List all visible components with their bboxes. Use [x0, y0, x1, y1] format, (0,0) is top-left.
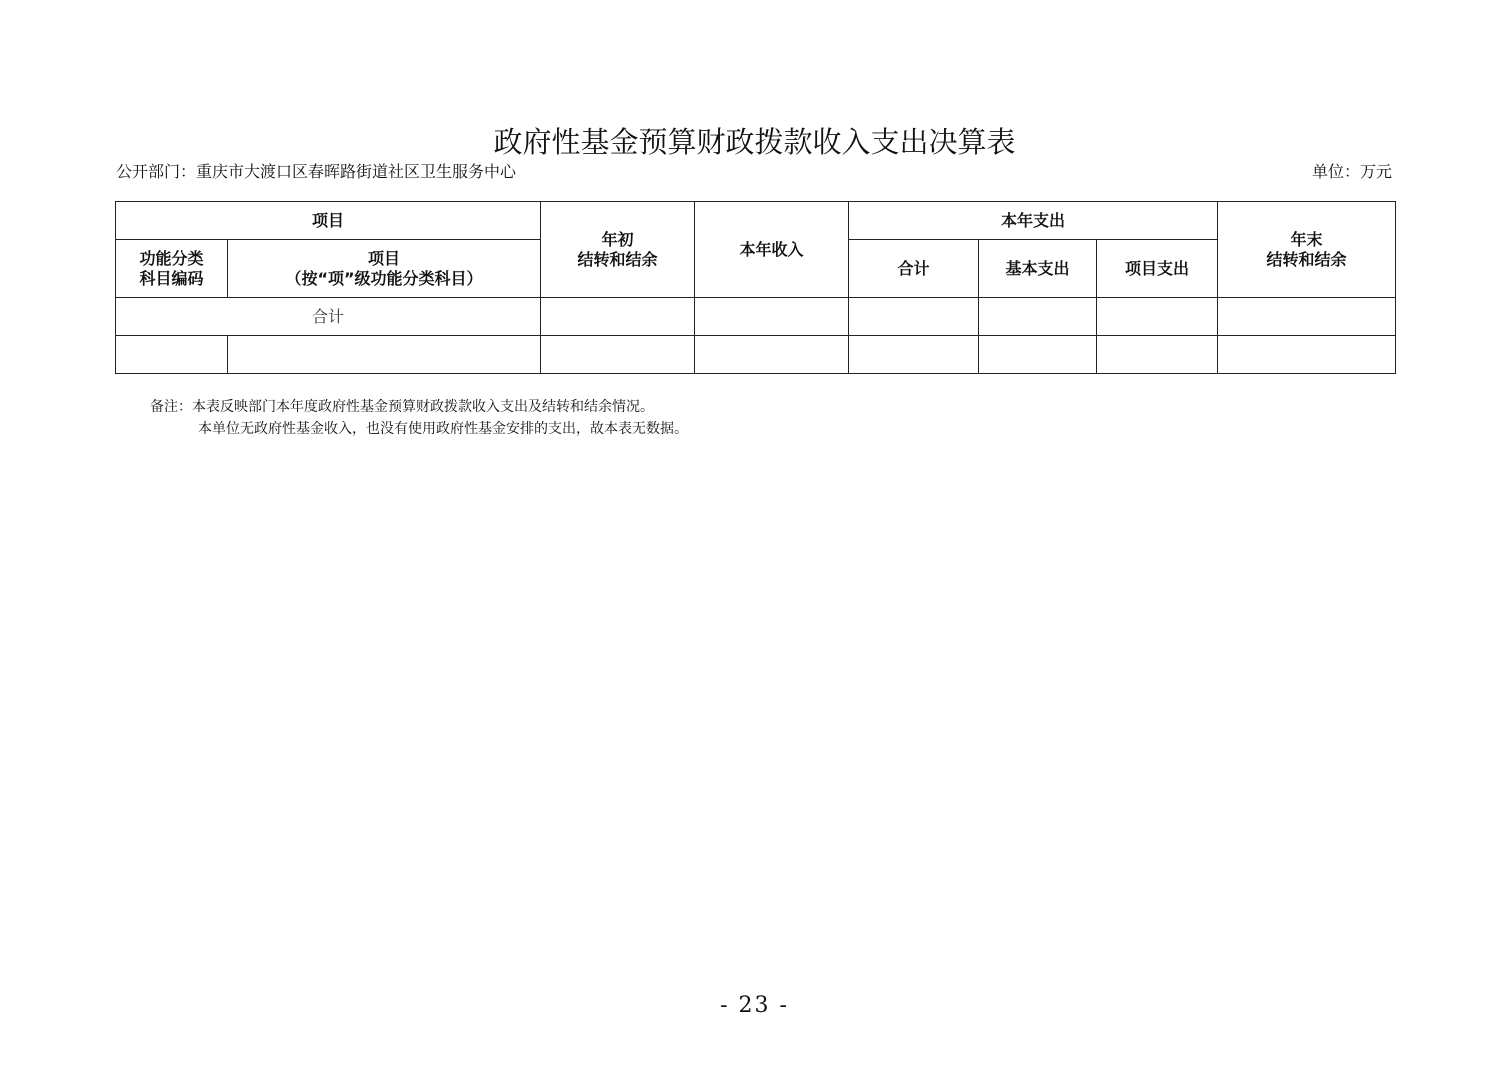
notes-line-1: 备注：本表反映部门本年度政府性基金预算财政拨款收入支出及结转和结余情况。 — [150, 399, 654, 415]
table-cell — [116, 336, 228, 374]
department-label: 公开部门：重庆市大渡口区春晖路街道社区卫生服务中心 — [116, 162, 517, 181]
table-cell — [541, 298, 695, 336]
page-number: - 23 - — [720, 993, 789, 1018]
header-expense-group: 本年支出 — [849, 202, 1218, 240]
page-title: 政府性基金预算财政拨款收入支出决算表 — [493, 125, 1016, 159]
header-item-name — [228, 240, 541, 298]
table-cell — [1218, 298, 1396, 336]
header-item-name-text: 项目 （按“项”级功能分类科目） — [285, 248, 483, 288]
header-opening-balance — [541, 202, 695, 298]
header-closing-balance — [1218, 202, 1396, 298]
table-cell — [541, 336, 695, 374]
table-cell — [849, 336, 979, 374]
table-cell — [849, 298, 979, 336]
header-expense-basic: 基本支出 — [979, 240, 1097, 298]
header-row-1 — [116, 202, 1396, 240]
table-row — [116, 336, 1396, 374]
header-closing-balance-text: 年末 结转和结余 — [1266, 229, 1347, 269]
table-cell — [1097, 336, 1218, 374]
table-cell — [979, 336, 1097, 374]
table-cell — [1097, 298, 1218, 336]
header-opening-balance-text: 年初 结转和结余 — [577, 229, 658, 269]
header-item-group: 项目 — [116, 202, 541, 240]
header-func-code — [116, 240, 228, 298]
table-cell — [695, 298, 849, 336]
table-cell — [979, 298, 1097, 336]
table-cell — [695, 336, 849, 374]
total-row-label: 合计 — [116, 298, 541, 336]
header-expense-project: 项目支出 — [1097, 240, 1218, 298]
budget-table — [115, 201, 1396, 374]
header-income: 本年收入 — [695, 202, 849, 298]
unit-label: 单位：万元 — [1311, 162, 1392, 181]
notes — [150, 396, 688, 440]
header-func-code-text: 功能分类 科目编码 — [139, 248, 204, 288]
notes-line-2: 本单位无政府性基金收入，也没有使用政府性基金安排的支出，故本表无数据。 — [198, 421, 688, 437]
table-row-total — [116, 298, 1396, 336]
header-expense-total: 合计 — [849, 240, 979, 298]
table-cell — [228, 336, 541, 374]
table-cell — [1218, 336, 1396, 374]
